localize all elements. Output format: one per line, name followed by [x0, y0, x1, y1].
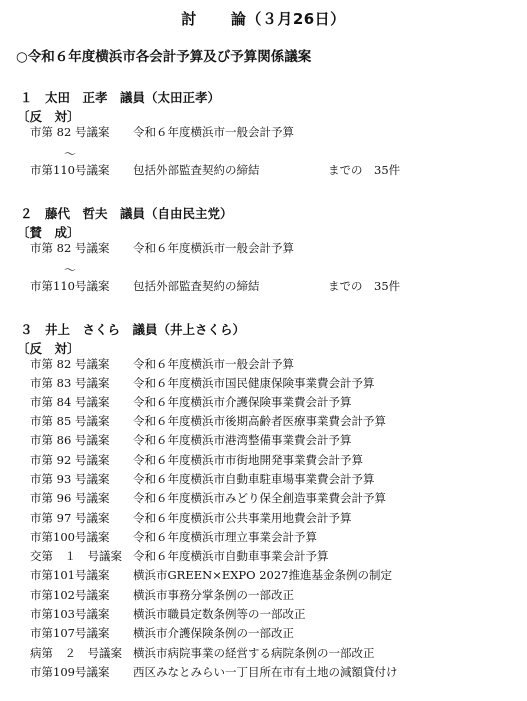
title-part-2: 論（３月26日） [230, 10, 346, 28]
bill-title: 令和６年度横浜市みどり保全創造事業費会計予算 [133, 491, 386, 505]
bill-number: 市第 97 号議案 [30, 511, 110, 525]
bill-range-count: までの 35件 [328, 279, 401, 293]
bill-number: 市第 86 号議案 [30, 433, 110, 447]
range-tilde-1: ～ [64, 147, 77, 161]
bill-title: 包括外部監査契約の締結 [133, 163, 260, 177]
speaker-2: ２ 藤代 哲夫 議員（自由民主党） [20, 206, 233, 221]
bill-title: 令和６年度横浜市自動車事業会計予算 [133, 549, 329, 563]
stance-1: 〔反 対〕 [17, 109, 80, 124]
bill-number: 市第103号議案 [30, 607, 110, 621]
bill-number: 市第 82 号議案 [30, 241, 110, 255]
bill-title: 令和６年度横浜市一般会計予算 [133, 125, 294, 139]
speaker-1: １ 太田 正孝 議員（太田正孝） [20, 90, 221, 105]
range-tilde-2: ～ [64, 263, 77, 277]
bill-number: 市第100号議案 [30, 530, 110, 544]
bill-number: 市第 82 号議案 [30, 357, 110, 371]
speaker-3: ３ 井上 さくら 議員（井上さくら） [20, 322, 246, 337]
bill-number: 市第 82 号議案 [30, 125, 110, 139]
bill-title: 令和６年度横浜市港湾整備事業費会計予算 [133, 433, 352, 447]
bill-number: 市第 93 号議案 [30, 472, 110, 486]
bill-number: 交第 １ 号議案 [30, 549, 122, 563]
bill-title: 包括外部監査契約の締結 [133, 279, 260, 293]
page-title [0, 8, 527, 29]
bill-number: 市第 92 号議案 [30, 453, 110, 467]
bill-title: 令和６年度横浜市介護保険事業費会計予算 [133, 395, 352, 409]
bill-title: 横浜市事務分掌条例の一部改正 [133, 588, 294, 602]
bill-number: 市第110号議案 [30, 163, 110, 177]
bill-title: 横浜市介護保険条例の一部改正 [133, 626, 294, 640]
bill-number: 市第109号議案 [30, 665, 110, 679]
bill-number: 市第102号議案 [30, 588, 110, 602]
bill-title: 令和６年度横浜市理立事業会計予算 [133, 530, 317, 544]
title-part-1: 討 [181, 10, 197, 28]
bill-title: 令和６年度横浜市一般会計予算 [133, 357, 294, 371]
bill-title: 令和６年度横浜市自動車駐車場事業費会計予算 [133, 472, 375, 486]
bill-title: 令和６年度横浜市一般会計予算 [133, 241, 294, 255]
bill-title: 令和６年度横浜市公共事業用地費会計予算 [133, 511, 352, 525]
bill-number: 市第 83 号議案 [30, 376, 110, 390]
bill-range-count: までの 35件 [328, 163, 401, 177]
bill-number: 市第 96 号議案 [30, 491, 110, 505]
stance-3: 〔反 対〕 [17, 341, 80, 356]
agenda-heading: ○令和６年度横浜市各会計予算及び予算関係議案 [16, 49, 312, 65]
bill-number: 市第 85 号議案 [30, 414, 110, 428]
stance-2: 〔賛 成〕 [17, 225, 80, 240]
bill-number: 市第107号議案 [30, 626, 110, 640]
bill-title: 令和６年度横浜市市街地開発事業費会計予算 [133, 453, 363, 467]
bill-number: 市第101号議案 [30, 568, 110, 582]
bill-title: 令和６年度横浜市国民健康保険事業費会計予算 [133, 376, 375, 390]
bill-number: 市第 84 号議案 [30, 395, 110, 409]
bill-title: 横浜市職員定数条例等の一部改正 [133, 607, 306, 621]
bill-title: 横浜市GREEN×EXPO 2027推進基金条例の制定 [133, 568, 393, 582]
bill-title: 令和６年度横浜市後期高齢者医療事業費会計予算 [133, 414, 386, 428]
bill-title: 西区みなとみらい一丁目所在市有土地の減額貸付け [133, 665, 398, 679]
bill-number: 市第110号議案 [30, 279, 110, 293]
bill-number: 病第 ２ 号議案 [30, 646, 122, 660]
bill-title: 横浜市病院事業の経営する病院条例の一部改正 [133, 646, 375, 660]
